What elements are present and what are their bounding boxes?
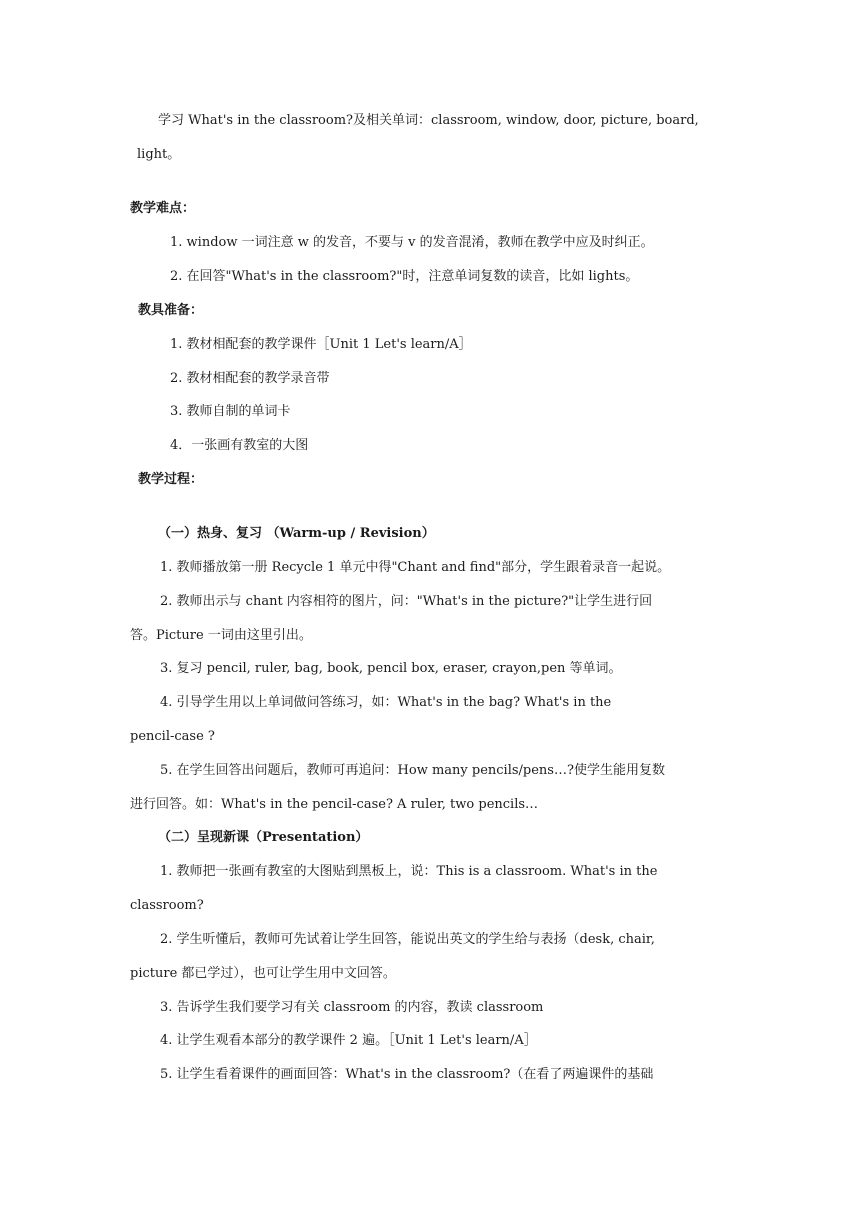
material-item: 1. 教材相配套的教学课件［Unit 1 Let's learn/A］	[170, 337, 472, 352]
difficulty-item: 2. 在回答"What's in the classroom?"时，注意单词复数的读音，比如 lights。	[170, 269, 639, 284]
warmup-line: 4. 引导学生用以上单词做问答练习，如：What's in the bag? What's in the	[160, 695, 612, 710]
material-item: 3. 教师自制的单词卡	[170, 404, 291, 419]
warmup-line: pencil-case ?	[130, 729, 215, 744]
material-item: 2. 教材相配套的教学录音带	[170, 371, 330, 386]
presentation-line: 5. 让学生看着课件的画面回答：What's in the classroom?（在看了两遍课件的基础	[160, 1067, 654, 1082]
warmup-line: 5. 在学生回答出问题后，教师可再追问：How many pencils/pens…?使学生能用复数	[160, 763, 665, 778]
presentation-line: 2. 学生听懂后，教师可先试着让学生回答，能说出英文的学生给与表扬（desk, chair,	[160, 932, 655, 947]
difficulties-heading: 教学难点：	[130, 201, 196, 216]
warmup-line: 答。Picture 一词由这里引出。	[130, 628, 312, 643]
presentation-heading: （二）呈现新课（Presentation）	[158, 830, 369, 845]
process-heading: 教学过程：	[138, 472, 204, 487]
intro-line-2: light。	[137, 147, 181, 162]
material-item: 4．一张画有教室的大图	[170, 438, 309, 453]
intro-line-1: 学习 What's in the classroom?及相关单词：classroom, window, door, picture, board,	[158, 113, 699, 128]
warmup-line: 进行回答。如：What's in the pencil-case? A ruler, two pencils…	[130, 797, 539, 812]
presentation-line: 4. 让学生观看本部分的教学课件 2 遍。［Unit 1 Let's learn/A］	[160, 1033, 537, 1048]
presentation-line: 1. 教师把一张画有教室的大图贴到黑板上，说：This is a classroom. What's in the	[160, 864, 658, 879]
presentation-line: classroom?	[130, 898, 204, 913]
warmup-line: 1. 教师播放第一册 Recycle 1 单元中得"Chant and find"部分，学生跟着录音一起说。	[160, 560, 671, 575]
warmup-line: 2. 教师出示与 chant 内容相符的图片，问："What's in the picture?"让学生进行回	[160, 594, 653, 609]
presentation-line: 3. 告诉学生我们要学习有关 classroom 的内容，教读 classroom	[160, 1000, 544, 1015]
warmup-heading: （一）热身、复习 （Warm-up / Revision）	[158, 526, 435, 541]
difficulty-item: 1. window 一词注意 w 的发音，不要与 v 的发音混淆，教师在教学中应及时纠正。	[170, 235, 654, 250]
presentation-line: picture 都已学过），也可让学生用中文回答。	[130, 966, 396, 981]
materials-heading: 教具准备：	[138, 303, 204, 318]
warmup-line: 3. 复习 pencil, ruler, bag, book, pencil box, eraser, crayon,pen 等单词。	[160, 661, 622, 676]
